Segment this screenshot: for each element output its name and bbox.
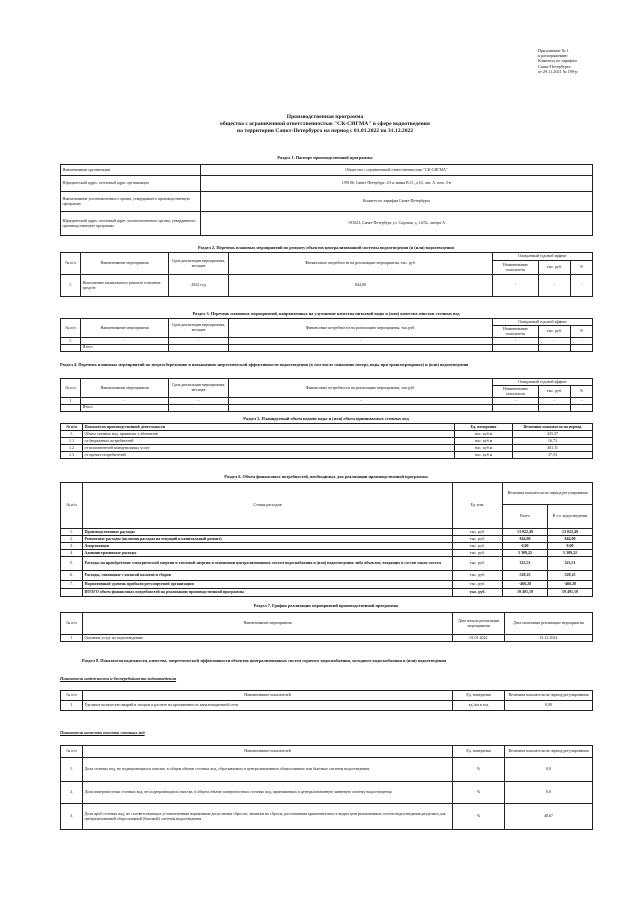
total-label: ИТОГО объем финансовых потребностей на реализацию производственной программы bbox=[83, 589, 453, 597]
cell: тыс. руб. bbox=[453, 536, 503, 543]
cell: Выполнение капитального ремонта основных средств bbox=[81, 275, 169, 297]
col-header: Дата начала реализации мероприятия bbox=[453, 613, 505, 635]
table-row bbox=[61, 438, 593, 445]
cell: - bbox=[493, 338, 539, 345]
cell: Доля сточных вод, не подвергающихся очистке, в общем объеме сточных вод, сбрасываемых в централизованные общесплавные или бытовые системы водоотведения bbox=[83, 758, 453, 782]
title-line-2: общества с ограниченной ответственностью "СК-СИГМА" в сфере водоотведения bbox=[220, 121, 430, 127]
col-header: Дата окончания реализации мероприятия bbox=[505, 613, 593, 635]
table-row bbox=[61, 550, 593, 557]
table-row bbox=[61, 543, 593, 550]
cell: Доля проб сточных вод, не соответствующих установленным нормативам допустимых сбросов, лимитам на сбросы, рассчитанная применительно к видам централизованных систем водоотведения раздельно для централизованной общесплавной (бытовой) системы водоотведения bbox=[83, 804, 453, 830]
cell: 1. bbox=[61, 275, 81, 297]
table-row bbox=[61, 344, 593, 351]
approval-note-line: Приложение № 1 bbox=[538, 48, 569, 53]
cell: Расходы на приобретение электрической энергии и тепловой энергии в отношении централизованных систем водоснабжения и (или) водоотведения либо объектов, входящих в состав таких систем bbox=[83, 557, 453, 571]
col-header: Ед. измерения bbox=[455, 424, 513, 431]
section3-title: Раздел 3. Перечень плановых мероприятий, направленных на улучшение качества питьевой воды и (или) качества очистки сточных вод bbox=[192, 311, 460, 316]
cell: Доля поверхностных сточных вод, не подвергающихся очистке, в общем объеме поверхностных сточных вод, принимаемых в централизованную ливневую систему водоотведения bbox=[83, 782, 453, 804]
cell: 2. bbox=[61, 536, 83, 543]
title-line-3: на территории Санкт-Петербурга на период с 01.01.2022 по 31.12.2022 bbox=[236, 128, 414, 134]
table-row bbox=[61, 452, 593, 459]
cell: 0,0 bbox=[505, 758, 593, 782]
cell: - bbox=[81, 338, 169, 345]
table-row bbox=[61, 635, 593, 642]
col-header: Ед. изм. bbox=[453, 483, 503, 529]
cell: 31.12.2022 bbox=[505, 635, 593, 642]
cell: - bbox=[571, 398, 593, 405]
cell: 0,0 bbox=[505, 782, 593, 804]
col-header: % bbox=[571, 326, 593, 338]
section1-title: Раздел 1. Паспорт производственной программы bbox=[277, 155, 373, 160]
col-header: № п/п bbox=[61, 483, 83, 529]
table-row bbox=[61, 445, 593, 452]
cell: 19 491,19 bbox=[548, 589, 593, 597]
col-header: тыс. руб. bbox=[539, 386, 571, 398]
cell: 0,00 bbox=[505, 701, 593, 711]
col-header: № п/п bbox=[61, 613, 83, 635]
col-header: Величина показателя на период регулирования bbox=[505, 691, 593, 701]
table-row bbox=[61, 192, 593, 212]
cell: от прочих потребителей bbox=[83, 452, 455, 459]
cell: тыс. куб.м bbox=[455, 452, 513, 459]
col-header: тыс. руб. bbox=[539, 261, 571, 275]
table-row bbox=[61, 212, 593, 236]
cell: - bbox=[81, 398, 169, 405]
approval-note bbox=[538, 48, 628, 74]
table-row bbox=[61, 379, 593, 386]
table-row bbox=[61, 529, 593, 536]
col-header: № п/п bbox=[61, 253, 81, 275]
energy-measures-table bbox=[60, 378, 593, 412]
cell: - bbox=[539, 398, 571, 405]
table-row bbox=[61, 589, 593, 597]
title-line-1: Производственная программа bbox=[286, 114, 364, 120]
cell: тыс. руб. bbox=[453, 589, 503, 597]
cell: 6. bbox=[61, 571, 83, 581]
col-header: Наименование мероприятия bbox=[81, 319, 169, 338]
cell: - bbox=[493, 398, 539, 405]
col-header: Величина показателя на период bbox=[513, 424, 593, 431]
col-header: Финансовые потребности на реализацию мероприятия, тыс.руб. bbox=[229, 379, 493, 398]
cell: - bbox=[229, 338, 493, 345]
cell: тыс. руб. bbox=[453, 571, 503, 581]
cell: - bbox=[169, 398, 229, 405]
total-label: Итого bbox=[81, 344, 169, 351]
finance-table bbox=[60, 482, 593, 597]
passport-label: Юридический адрес, почтовый адрес уполномоченного органа, утвердившего производственную программу bbox=[61, 212, 201, 236]
col-header: Величина показателя на период регулирования bbox=[503, 483, 593, 505]
cell: - bbox=[493, 275, 539, 297]
cell: 844,00 bbox=[229, 275, 493, 297]
cell: -466,28 bbox=[548, 581, 593, 589]
cell: 0,00 bbox=[503, 543, 548, 550]
col-header: Срок реализации мероприятия, месяцев bbox=[169, 319, 229, 338]
cell: 381,11 bbox=[513, 445, 593, 452]
table-row bbox=[61, 338, 593, 345]
cell: 16,72 bbox=[513, 438, 593, 445]
cell: 0,00 bbox=[548, 543, 593, 550]
table-row bbox=[61, 691, 593, 701]
table-row bbox=[61, 746, 593, 758]
col-header: Показатели производственной деятельности bbox=[83, 424, 455, 431]
passport-value: Общество с ограниченной ответственностью "СК-СИГМА" bbox=[201, 165, 593, 176]
passport-value: Комитет по тарифам Санкт-Петербурга bbox=[201, 192, 593, 212]
cell: Удельное количество аварий и засоров в расчете на протяженность канализационной сети bbox=[83, 701, 453, 711]
col-header: % bbox=[571, 386, 593, 398]
col-header: тыс. руб. bbox=[539, 326, 571, 338]
cell: 844,00 bbox=[548, 536, 593, 543]
table-row bbox=[61, 701, 593, 711]
section4-title: Раздел 4. Перечень плановых мероприятий по энергосбережению и повышению энергетической эффективности водоотведения (в том числе снижению потерь воды при транспортировке) и (или) водоотведения bbox=[60, 362, 469, 367]
table-row bbox=[61, 176, 593, 192]
table-row bbox=[61, 804, 593, 830]
cell: тыс. куб.м bbox=[455, 431, 513, 438]
cell: 1 bbox=[61, 635, 83, 642]
col-header: Статьи расходов bbox=[83, 483, 453, 529]
cell: 2. bbox=[61, 782, 83, 804]
col-header: Наименование мероприятия bbox=[81, 379, 169, 398]
cell: 528,25 bbox=[503, 571, 548, 581]
col-header: Наименование показателей bbox=[83, 691, 453, 701]
cell: Административные расходы bbox=[83, 550, 453, 557]
table-row bbox=[61, 557, 593, 571]
cell: - bbox=[539, 275, 571, 297]
cell: % bbox=[453, 758, 505, 782]
cell: тыс. руб. bbox=[453, 543, 503, 550]
table-row bbox=[61, 404, 593, 411]
cell: -466,28 bbox=[503, 581, 548, 589]
col-header: Финансовые потребности на реализацию мероприятия, тыс. руб. bbox=[229, 253, 493, 275]
col-header: Срок реализации мероприятия, месяцев bbox=[169, 379, 229, 398]
section7-title: Раздел 7. График реализации мероприятий производственной программы bbox=[253, 603, 399, 608]
cell: 1. bbox=[61, 431, 83, 438]
col-header: № п/п bbox=[61, 319, 81, 338]
col-header: Финансовые потребности на реализацию мероприятия, тыс.руб. bbox=[229, 319, 493, 338]
passport-label: Юридический адрес, почтовый адрес организации bbox=[61, 176, 201, 192]
approval-note-line: от 29.11.2021 № 199-р bbox=[538, 68, 578, 74]
cell: тыс. куб.м bbox=[455, 438, 513, 445]
cell: 1. bbox=[61, 758, 83, 782]
section6-title: Раздел 6. Объем финансовых потребностей, необходимых для реализации производственной программы bbox=[224, 474, 428, 479]
passport-value: 191023, Санкт-Петербург, ул. Садовая, д. 14/52, литера А bbox=[201, 212, 593, 236]
cell: 528,25 bbox=[548, 571, 593, 581]
table-row bbox=[61, 613, 593, 635]
cell: ед./км в год bbox=[453, 701, 505, 711]
table-row bbox=[61, 398, 593, 405]
cell: 435,37 bbox=[513, 431, 593, 438]
cell: 1.1 bbox=[61, 438, 83, 445]
col-header: Ожидаемый годовой эффект bbox=[493, 379, 593, 386]
cell: 7. bbox=[61, 581, 83, 589]
table-row bbox=[61, 424, 593, 431]
cell: 19 491,19 bbox=[503, 589, 548, 597]
table-row bbox=[61, 536, 593, 543]
table-row bbox=[61, 431, 593, 438]
col-header: № п/п bbox=[61, 691, 83, 701]
cell: % bbox=[453, 782, 505, 804]
cell: 48,67 bbox=[505, 804, 593, 830]
col-header: В т.ч. водоотведение bbox=[548, 505, 593, 529]
treatment-quality-subtitle: Показатели качества очистки сточных вод bbox=[60, 730, 145, 735]
cell: 01.01.2022 bbox=[453, 635, 505, 642]
cell: Объем сточных вод, принятых у абонентов bbox=[83, 431, 455, 438]
cell: 5 309,22 bbox=[503, 550, 548, 557]
cell: 1 bbox=[61, 398, 81, 405]
section5-title: Раздел 5. Планируемый объем подачи воды и (или) объем принимаемых сточных вод bbox=[243, 416, 409, 421]
table-row bbox=[61, 571, 593, 581]
col-header: Срок реализации мероприятия, месяцев bbox=[169, 253, 229, 275]
section8-title: Раздел 8. Показатели надежности, качества, энергетической эффективности объектов централизованных систем горячего водоснабжения, холодного водоснабжения и (или) водоотведения bbox=[82, 658, 447, 663]
table-row bbox=[61, 253, 593, 261]
cell: тыс. куб.м bbox=[455, 445, 513, 452]
approval-note-line: к распоряжению bbox=[538, 53, 568, 59]
col-header: Наименование мероприятия bbox=[81, 253, 169, 275]
cell: Ремонтные расходы (включая расходы на текущий и капитальный ремонт) bbox=[83, 536, 453, 543]
repair-table bbox=[60, 252, 593, 297]
cell: 323,51 bbox=[503, 557, 548, 571]
col-header: Ожидаемый годовой эффект bbox=[493, 253, 593, 261]
col-header: Наименование мероприятия bbox=[83, 613, 453, 635]
cell: 2022 год bbox=[169, 275, 229, 297]
cell: - bbox=[169, 338, 229, 345]
cell: Оказание услуг по водоотведению bbox=[83, 635, 453, 642]
volume-table bbox=[60, 423, 593, 459]
cell: 5 309,22 bbox=[548, 550, 593, 557]
passport-label: Наименование организации bbox=[61, 165, 201, 176]
document-title bbox=[60, 114, 590, 135]
quality-measures-table bbox=[60, 318, 593, 352]
cell: - bbox=[571, 275, 593, 297]
cell: 4. bbox=[61, 550, 83, 557]
cell: 3. bbox=[61, 804, 83, 830]
approval-note-line: Комитета по тарифам bbox=[538, 58, 577, 64]
cell: Нормативный уровень прибыли регулируемой организации bbox=[83, 581, 453, 589]
approval-note-line: Санкт-Петербурга bbox=[538, 63, 571, 69]
col-header: Наименование показателя bbox=[493, 386, 539, 398]
cell: 13 022,49 bbox=[503, 529, 548, 536]
col-header: Всего bbox=[503, 505, 548, 529]
cell: 5. bbox=[61, 557, 83, 571]
col-header: № п/п bbox=[61, 379, 81, 398]
col-header: Ед. измерения bbox=[453, 746, 505, 758]
cell: 3. bbox=[61, 543, 83, 550]
cell: 13 022,49 bbox=[548, 529, 593, 536]
col-header: Ед. измерения bbox=[453, 691, 505, 701]
table-row bbox=[61, 758, 593, 782]
table-row bbox=[61, 782, 593, 804]
cell: тыс. руб. bbox=[453, 581, 503, 589]
table-row bbox=[61, 165, 593, 176]
passport-label: Наименование уполномоченного органа, утвердившего производственную программу bbox=[61, 192, 201, 212]
cell: 1.3 bbox=[61, 452, 83, 459]
section2-title: Раздел 2. Перечень плановых мероприятий по ремонту объектов централизованной системы водоотведения (и (или) водоотведения bbox=[198, 245, 454, 250]
cell: Производственные расходы bbox=[83, 529, 453, 536]
table-row bbox=[61, 275, 593, 297]
table-row bbox=[61, 483, 593, 505]
cell: Расходы, связанные с оплатой налогов и сборов bbox=[83, 571, 453, 581]
cell: тыс. руб. bbox=[453, 557, 503, 571]
col-header: Ожидаемый годовой эффект bbox=[493, 319, 593, 326]
cell: 1. bbox=[61, 529, 83, 536]
col-header: Наименование показателя bbox=[493, 261, 539, 275]
reliability-table bbox=[60, 690, 593, 711]
col-header: Наименование показателей bbox=[83, 746, 453, 758]
cell: от исполнителей коммунальных услуг bbox=[83, 445, 455, 452]
table-row bbox=[61, 319, 593, 326]
cell: Амортизация bbox=[83, 543, 453, 550]
cell: - bbox=[571, 338, 593, 345]
table-row bbox=[61, 581, 593, 589]
col-header: % bbox=[571, 261, 593, 275]
cell: от бюджетных потребителей bbox=[83, 438, 455, 445]
passport-value: 199106, Санкт-Петербург, 23-я линия В.О., д.10, лит. А, пом. 3-н bbox=[201, 176, 593, 192]
col-header: № п/п bbox=[61, 424, 83, 431]
cell: 323,51 bbox=[548, 557, 593, 571]
cell: тыс. руб. bbox=[453, 529, 503, 536]
cell: 844,00 bbox=[503, 536, 548, 543]
cell: - bbox=[539, 338, 571, 345]
total-label: Итого bbox=[81, 404, 169, 411]
cell: тыс. руб. bbox=[453, 550, 503, 557]
schedule-table bbox=[60, 612, 593, 642]
treatment-quality-table bbox=[60, 745, 593, 830]
cell: 37,53 bbox=[513, 452, 593, 459]
cell: 1.2 bbox=[61, 445, 83, 452]
cell: 1 bbox=[61, 701, 83, 711]
cell: % bbox=[453, 804, 505, 830]
col-header: № п/п bbox=[61, 746, 83, 758]
passport-table bbox=[60, 164, 593, 236]
cell: 1. bbox=[61, 338, 81, 345]
col-header: Наименование показателя bbox=[493, 326, 539, 338]
reliability-subtitle: Показатели надежности и бесперебойности водоотведения bbox=[60, 676, 177, 681]
col-header: Величина показателя на период регулирования bbox=[505, 746, 593, 758]
cell: - bbox=[229, 398, 493, 405]
